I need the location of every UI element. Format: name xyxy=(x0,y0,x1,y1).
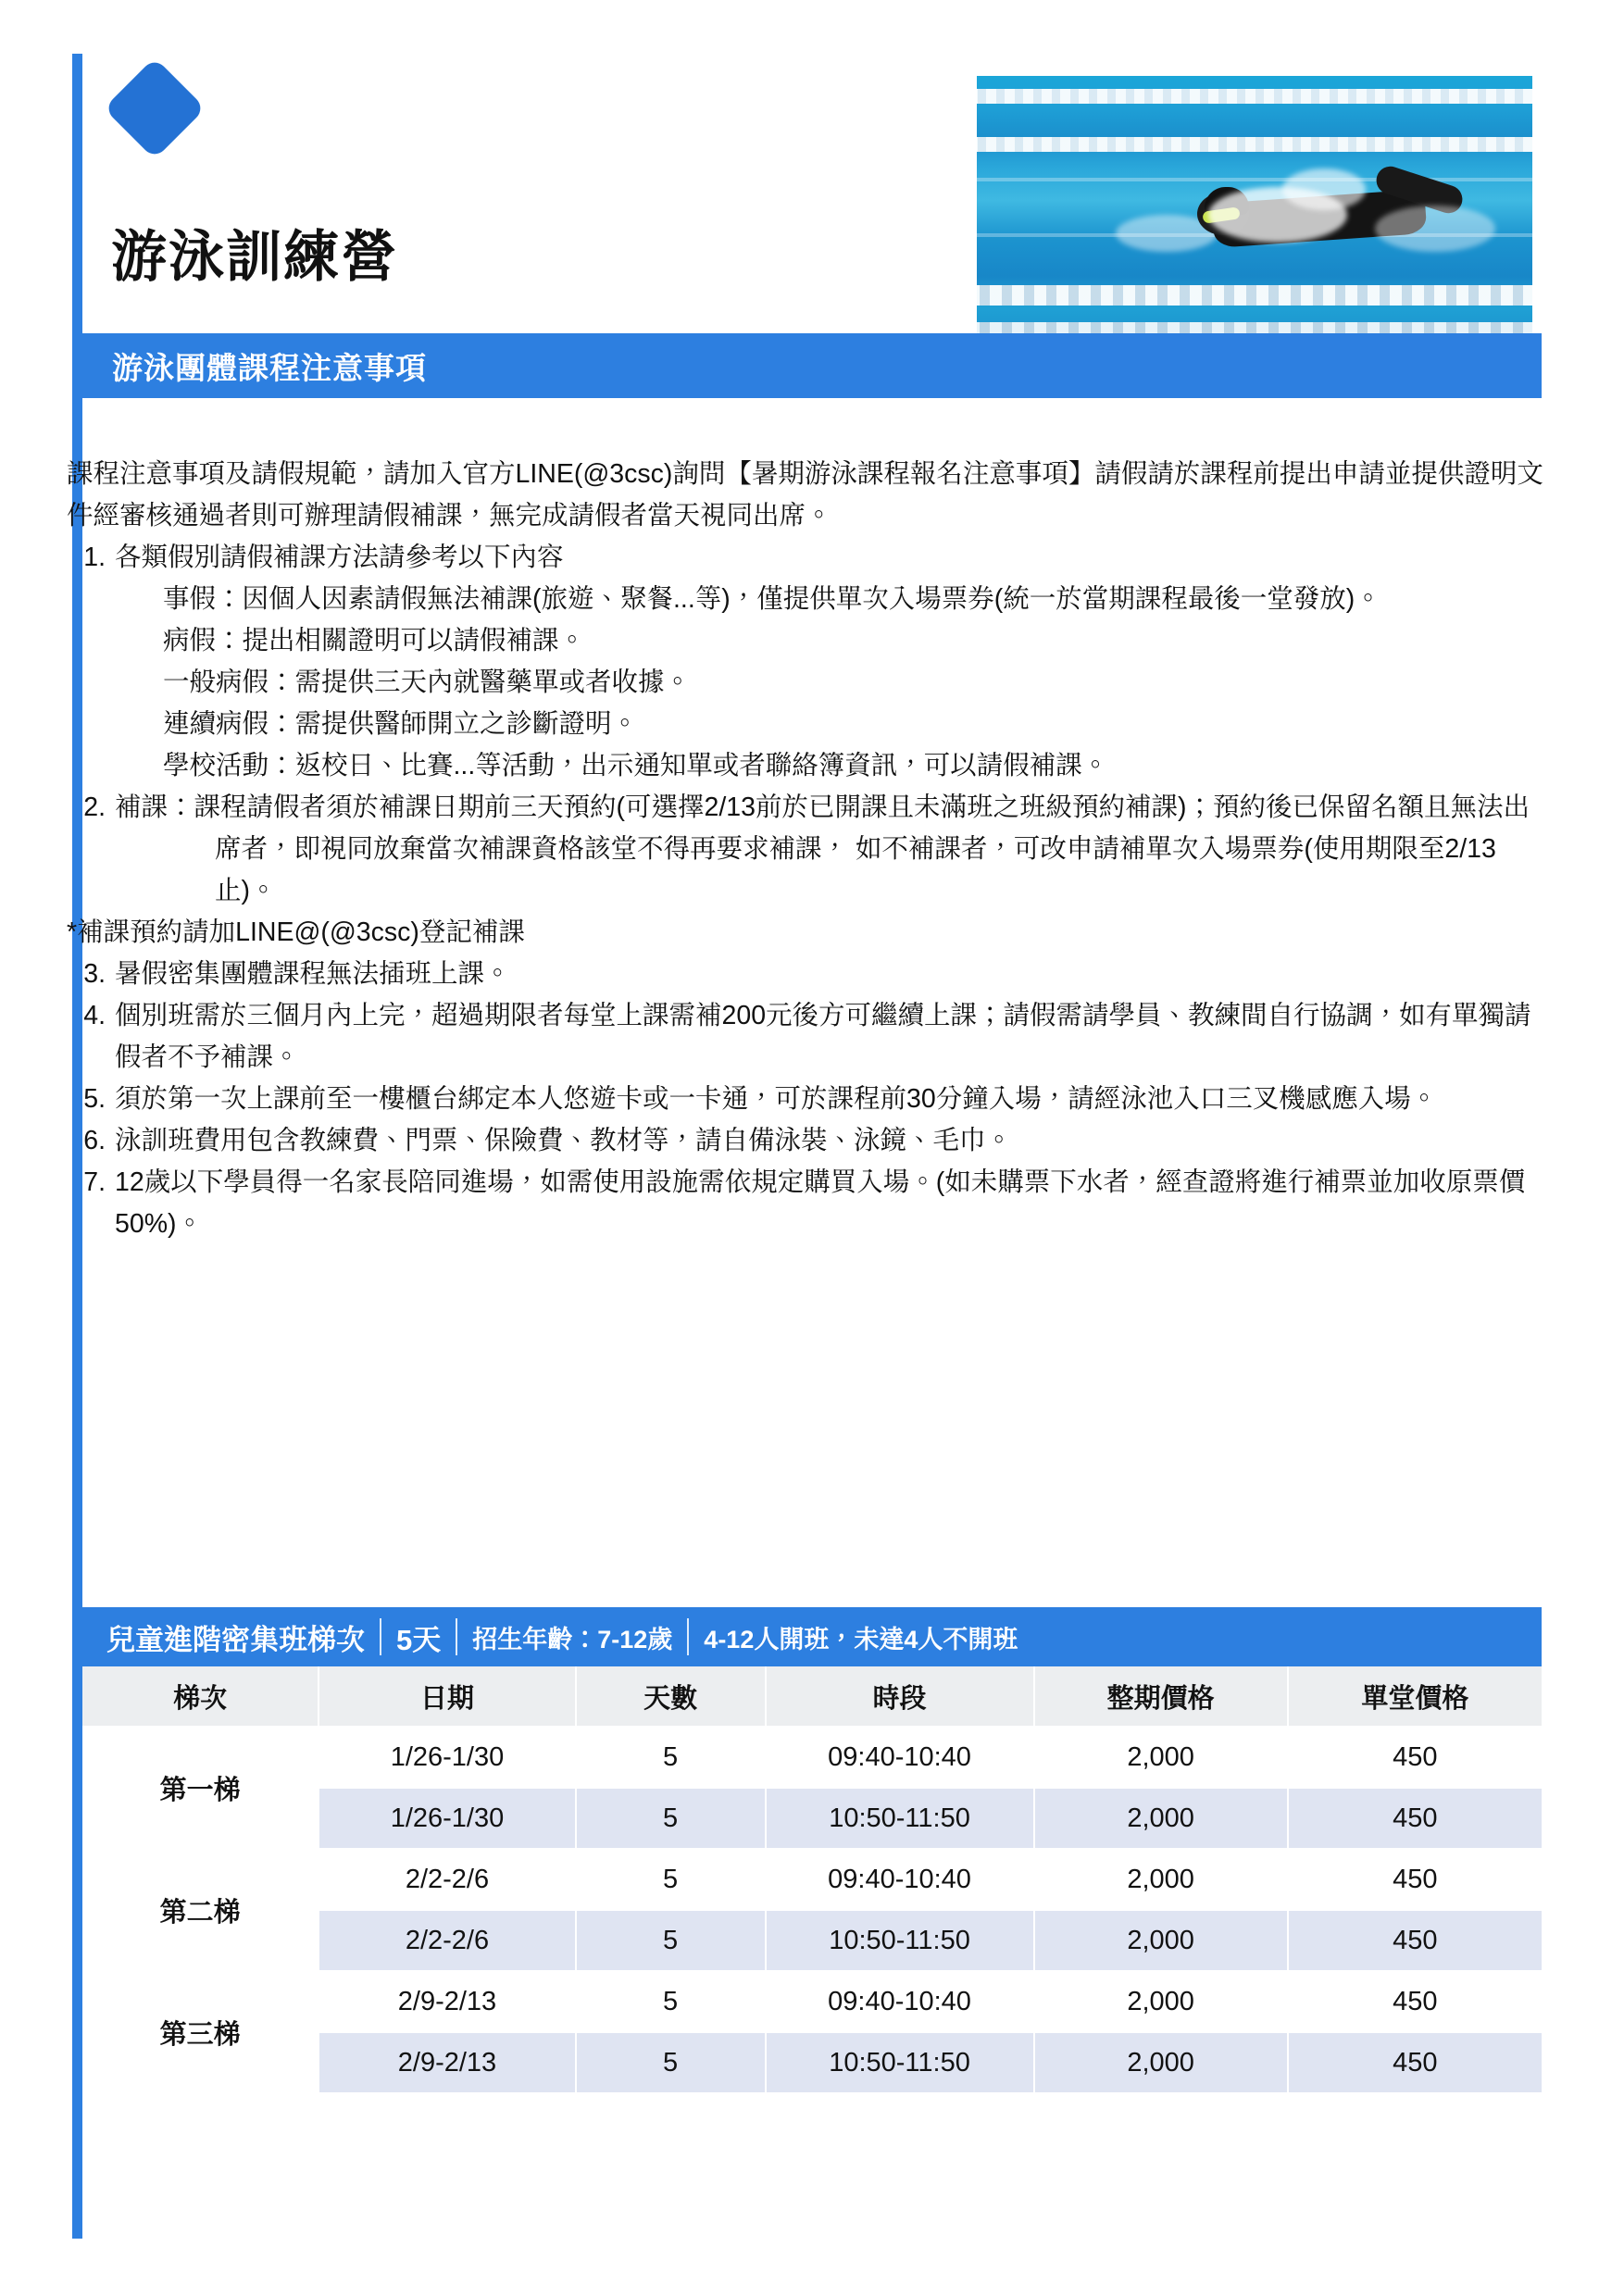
leave-type-label: 一般病假： xyxy=(163,668,295,697)
cell-single-price: 450 xyxy=(1288,1910,1542,1971)
cell-single-price: 450 xyxy=(1288,1727,1542,1788)
list-text: 各類假別請假補課方法請參考以下內容 xyxy=(115,543,564,572)
column-header-batch: 梯次 xyxy=(82,1666,319,1727)
cell-time: 09:40-10:40 xyxy=(766,1849,1034,1910)
list-item-1 xyxy=(67,537,1548,579)
column-header-date: 日期 xyxy=(319,1666,575,1727)
section-subtitle-bar xyxy=(82,333,1542,398)
cell-date: 2/9-2/13 xyxy=(319,2032,575,2093)
lane-line xyxy=(977,178,1532,181)
cell-time: 10:50-11:50 xyxy=(766,2032,1034,2093)
cell-date: 1/26-1/30 xyxy=(319,1788,575,1849)
list-item-2 xyxy=(67,787,1548,912)
banner-age: 招生年齡：7-12歲 xyxy=(472,1625,673,1653)
list-number: 4. xyxy=(83,1001,106,1030)
cell-full-price: 2,000 xyxy=(1034,1727,1288,1788)
leave-type-label: 學校活動： xyxy=(163,751,295,780)
list-text: 須於第一次上課前至一樓櫃台綁定本人悠遊卡或一卡通，可於課程前30分鐘入場，請經泳池入口三叉機感應入場。 xyxy=(115,1084,1438,1114)
swimmer-photo xyxy=(977,76,1532,346)
schedule-table-section xyxy=(82,1607,1542,2094)
cell-time: 09:40-10:40 xyxy=(766,1971,1034,2032)
cell-time: 10:50-11:50 xyxy=(766,1788,1034,1849)
leave-type-item xyxy=(115,662,1548,704)
supplementary-note: *補課預約請加LINE@(@3csc)登記補課 xyxy=(67,917,525,947)
leave-type-text: 需提供醫師開立之診斷證明。 xyxy=(294,709,639,739)
cell-time: 10:50-11:50 xyxy=(766,1910,1034,1971)
cell-full-price: 2,000 xyxy=(1034,1788,1288,1849)
cell-single-price: 450 xyxy=(1288,2032,1542,2093)
diamond-logo-icon xyxy=(104,57,206,159)
cell-date: 1/26-1/30 xyxy=(319,1727,575,1788)
page-title: 游泳訓練營 xyxy=(111,226,398,288)
lane-rope xyxy=(977,137,1532,152)
column-header-time: 時段 xyxy=(766,1666,1034,1727)
cell-full-price: 2,000 xyxy=(1034,1849,1288,1910)
list-number: 3. xyxy=(83,959,106,989)
list-text: 補課：課程請假者須於補課日期前三天預約(可選擇2/13前於已開課且未滿班之班級預約補課)；預約後已保留名額且無法出席者，即視同放棄當次補課資格該堂不得再要求補課， 如不補課者，可改申請補單次入場票券(使用期限至2/13止)。 xyxy=(115,792,1530,905)
list-text: 暑假密集團體課程無法插班上課。 xyxy=(115,959,511,989)
leave-type-text: 提出相關證明可以請假補課。 xyxy=(242,626,586,655)
schedule-table-banner xyxy=(82,1607,1542,1666)
leave-type-text: 因個人因素請假無法補課(旅遊、聚餐...等)，僅提供單次入場票券(統一於當期課程最後一堂發放)。 xyxy=(242,584,1381,614)
list-number: 6. xyxy=(83,1126,106,1155)
cell-single-price: 450 xyxy=(1288,1788,1542,1849)
list-text: 個別班需於三個月內上完，超過期限者每堂上課需補200元後方可繼續上課；請假需請學員、教練間自行協調，如有單獨請假者不予補課。 xyxy=(115,1001,1531,1072)
lane-rope xyxy=(977,285,1532,306)
water-splash xyxy=(1375,206,1495,252)
cell-single-price: 450 xyxy=(1288,1849,1542,1910)
column-header-days: 天數 xyxy=(576,1666,766,1727)
list-item-3 xyxy=(67,954,1548,995)
cell-single-price: 450 xyxy=(1288,1971,1542,2032)
leave-type-label: 病假： xyxy=(163,626,243,655)
cell-days: 5 xyxy=(576,1727,766,1788)
cell-date: 2/2-2/6 xyxy=(319,1849,575,1910)
cell-days: 5 xyxy=(576,2032,766,2093)
cell-date: 2/9-2/13 xyxy=(319,1971,575,2032)
leave-type-item xyxy=(115,579,1548,620)
table-row xyxy=(82,1971,1542,2032)
leave-type-list xyxy=(67,579,1548,787)
notice-body xyxy=(67,454,1548,1245)
leave-type-text: 需提供三天內就醫藥單或者收據。 xyxy=(294,668,692,697)
leave-type-label: 連續病假： xyxy=(163,709,295,739)
column-header-single-price: 單堂價格 xyxy=(1288,1666,1542,1727)
table-row xyxy=(82,1727,1542,1788)
leave-type-item xyxy=(115,620,1548,662)
water-splash xyxy=(1282,168,1366,210)
lane-rope xyxy=(977,89,1532,104)
table-header-row xyxy=(82,1666,1542,1727)
document-header xyxy=(0,0,1624,385)
list-item-7 xyxy=(67,1162,1548,1245)
cell-days: 5 xyxy=(576,1849,766,1910)
list-item-6 xyxy=(67,1120,1548,1162)
section-subtitle: 游泳團體課程注意事項 xyxy=(112,350,427,385)
cell-full-price: 2,000 xyxy=(1034,1971,1288,2032)
leave-type-label: 事假： xyxy=(163,584,243,614)
cell-full-price: 2,000 xyxy=(1034,1910,1288,1971)
list-number: 1. xyxy=(83,543,106,572)
list-number: 7. xyxy=(83,1167,106,1197)
list-text: 12歲以下學員得一名家長陪同進場，如需使用設施需依規定購買入場。(如未購票下水者，經查證將進行補票並加收原票價50%)。 xyxy=(115,1167,1526,1239)
batch-name: 第二梯 xyxy=(82,1849,319,1971)
table-row xyxy=(82,1849,1542,1910)
leave-type-item xyxy=(115,745,1548,787)
list-text: 泳訓班費用包含教練費、門票、保險費、教材等，請自備泳裝、泳鏡、毛巾。 xyxy=(115,1126,1013,1155)
cell-days: 5 xyxy=(576,1971,766,2032)
leave-type-text: 返校日、比賽...等活動，出示通知單或者聯絡簿資訊，可以請假補課。 xyxy=(294,751,1109,780)
list-item-4 xyxy=(67,995,1548,1079)
banner-capacity: 4-12人開班，未達4人不開班 xyxy=(704,1625,1018,1653)
leave-type-item xyxy=(115,704,1548,745)
list-number: 5. xyxy=(83,1084,106,1114)
cell-full-price: 2,000 xyxy=(1034,2032,1288,2093)
schedule-table xyxy=(82,1666,1542,2094)
cell-days: 5 xyxy=(576,1910,766,1971)
banner-title: 兒童進階密集班梯次 xyxy=(106,1623,365,1656)
cell-date: 2/2-2/6 xyxy=(319,1910,575,1971)
banner-days: 5天 xyxy=(396,1623,442,1656)
cell-days: 5 xyxy=(576,1788,766,1849)
batch-name: 第三梯 xyxy=(82,1971,319,2093)
column-header-full-price: 整期價格 xyxy=(1034,1666,1288,1727)
list-item-5 xyxy=(67,1079,1548,1120)
list-number: 2. xyxy=(83,792,106,822)
cell-time: 09:40-10:40 xyxy=(766,1727,1034,1788)
batch-name: 第一梯 xyxy=(82,1727,319,1849)
intro-paragraph: 課程注意事項及請假規範，請加入官方LINE(@3csc)詢問【暑期游泳課程報名注意事項】請假請於課程前提出申請並提供證明文件經審核通過者則可辦理請假補課，無完成請假者當天視同出席。 xyxy=(67,459,1543,530)
